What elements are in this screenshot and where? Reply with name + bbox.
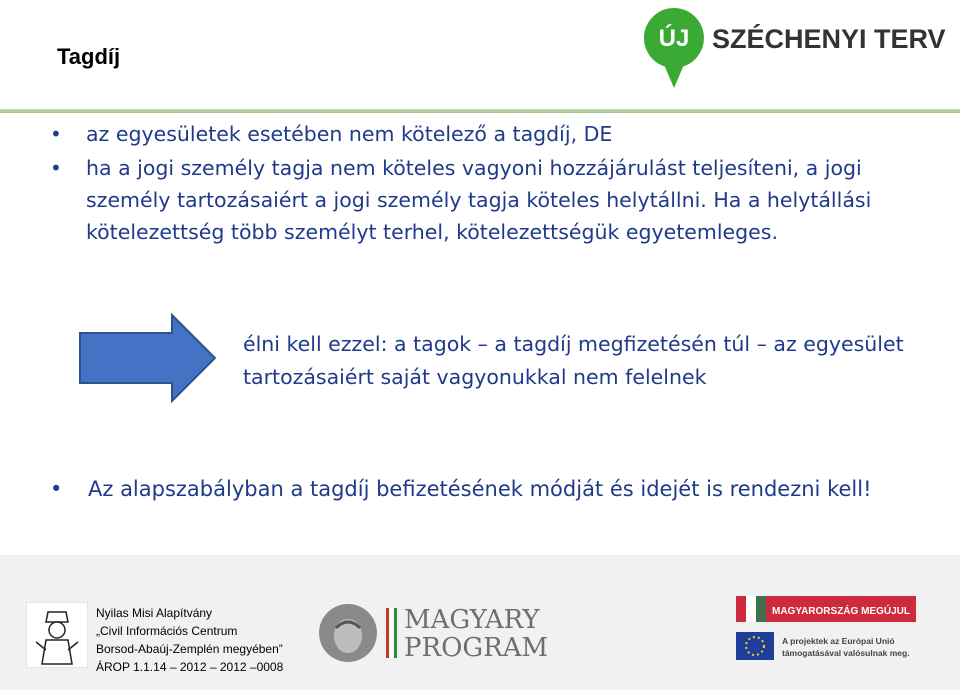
magyary-text: MAGYARY (404, 605, 540, 635)
footer-org-line-4: ÁROP 1.1.14 – 2012 – 2012 –0008 (96, 660, 284, 674)
soldier-drawing-logo (26, 602, 88, 668)
bullet-item-3: • Az alapszabályban a tagdíj befizetésének módját és idejét is rendezni kell! (88, 477, 872, 501)
footer-org-line-1: Nyilas Misi Alapítvány (96, 606, 213, 620)
program-text: PROGRAM (404, 633, 549, 663)
title-divider (0, 109, 960, 113)
slide-title: Tagdíj (57, 44, 121, 69)
bullet-item-2: • ha a jogi személy tagja nem köteles vagyoni hozzájárulást teljesíteni, a jogi személy tartozásaiért a jogi személy tagja köteles helytállni. Ha a helytállási kötelezettség több személyt terhel, kötelezettségük egyetemleges. (86, 152, 886, 248)
right-arrow-icon (78, 313, 218, 403)
eu-text-2: támogatásával valósulnak meg. (782, 648, 910, 658)
mm-banner-text: MAGYARORSZÁG MEGÚJUL (772, 606, 910, 617)
eu-text-1: A projektek az Európai Unió (782, 636, 895, 646)
magyary-program-logo (318, 598, 558, 668)
footer-org-line-2: „Civil Információs Centrum (96, 624, 238, 638)
magyarorszag-megujul-eu-logo (736, 592, 926, 666)
footer-org-line-3: Borsod-Abaúj-Zemplén megyében” (96, 642, 283, 656)
logo-brand-text: SZÉCHENYI TERV (712, 24, 946, 54)
uj-szechenyi-terv-logo (640, 4, 950, 100)
footer-org-text (96, 604, 283, 676)
arrow-note: élni kell ezzel: a tagok – a tagdíj megfizetésén túl – az egyesület tartozásaiért saját vagyonukkal nem felelnek (243, 332, 904, 389)
logo-badge-text: ÚJ (658, 25, 690, 52)
bullet-item-1: • az egyesületek esetében nem kötelező a tagdíj, DE (86, 118, 612, 150)
